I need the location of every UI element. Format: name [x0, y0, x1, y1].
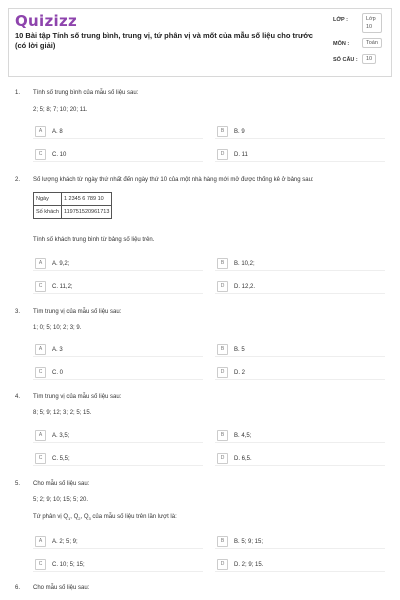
option-letter: A	[35, 344, 46, 355]
option-c[interactable]	[35, 453, 70, 464]
option-letter: B	[217, 344, 228, 355]
option-text: D. 12,2.	[234, 283, 256, 290]
option-d[interactable]	[217, 559, 263, 570]
option-text: B. 10,2;	[234, 260, 255, 267]
option-text: A. 3	[52, 346, 63, 353]
option-b[interactable]	[217, 258, 255, 269]
count-value: 10	[362, 54, 376, 64]
option-letter: A	[35, 430, 46, 441]
option-text: A. 9,2;	[52, 260, 70, 267]
option-text: B. 5	[234, 346, 245, 353]
option-a[interactable]	[35, 430, 69, 441]
option-d[interactable]	[217, 149, 248, 160]
option-text: A. 2; 5; 9;	[52, 538, 78, 545]
option-text: C. 0	[52, 369, 64, 376]
option-text: A. 8	[52, 128, 63, 135]
option-text: D. 6,5.	[234, 455, 252, 462]
question-data: 2; 5; 8; 7; 10; 20; 11.	[33, 107, 88, 113]
question-text: Tìm trung vị của mẫu số liệu sau:	[33, 394, 122, 400]
question-number: 2.	[15, 177, 21, 183]
table-cell-values: 119751520961713	[61, 206, 111, 219]
option-c[interactable]	[35, 559, 85, 570]
question-number: 6.	[15, 585, 21, 591]
question-text: Tứ phân vị $Q_1$, $Q_2$, $Q_3$ của mẫu số liệu trên lần lượt là:	[33, 514, 177, 522]
subject-label: MÔN :	[333, 41, 350, 47]
option-text: C. 11,2;	[52, 283, 73, 290]
option-letter: D	[217, 367, 228, 378]
class-value: Lớp 10	[362, 13, 382, 33]
question-data: 5; 2; 9; 10; 15; 5; 20.	[33, 497, 89, 503]
option-text: A. 3,5;	[52, 432, 70, 439]
option-text: B. 9	[234, 128, 245, 135]
class-label: LỚP :	[333, 17, 348, 23]
table-row	[34, 206, 112, 219]
option-c[interactable]	[35, 281, 73, 292]
option-letter: A	[35, 536, 46, 547]
option-letter: D	[217, 559, 228, 570]
quizizz-logo: Quizizz	[15, 12, 78, 30]
option-a[interactable]	[35, 344, 63, 355]
table-row	[34, 193, 112, 206]
option-b[interactable]	[217, 344, 245, 355]
option-letter: D	[217, 281, 228, 292]
option-d[interactable]	[217, 281, 255, 292]
option-text: B. 5; 9; 15;	[234, 538, 264, 545]
question-text: Tìm trung vị của mẫu số liệu sau:	[33, 309, 122, 315]
option-letter: B	[217, 126, 228, 137]
option-text: C. 10	[52, 151, 67, 158]
option-letter: C	[35, 453, 46, 464]
option-text: D. 2	[234, 369, 246, 376]
count-label: SỐ CÂU :	[333, 57, 358, 63]
option-letter: B	[217, 536, 228, 547]
question-text: Cho mẫu số liệu sau:	[33, 585, 90, 591]
option-letter: C	[35, 281, 46, 292]
question-data: 1; 0; 5; 10; 2; 3; 9.	[33, 325, 82, 331]
option-b[interactable]	[217, 430, 251, 441]
question-number: 4.	[15, 394, 21, 400]
option-letter: C	[35, 367, 46, 378]
option-text: C. 10; 5; 15;	[52, 561, 85, 568]
option-d[interactable]	[217, 367, 245, 378]
option-letter: D	[217, 149, 228, 160]
question-text: Tính số trung bình của mẫu số liệu sau:	[33, 90, 139, 96]
option-letter: A	[35, 258, 46, 269]
option-letter: A	[35, 126, 46, 137]
question-text: Cho mẫu số liệu sau:	[33, 481, 90, 487]
question-text: Số lượng khách từ ngày thứ nhất đến ngày thứ 10 của một nhà hàng mới mở được thống kê ở bảng sau:	[33, 177, 314, 183]
option-letter: B	[217, 430, 228, 441]
option-c[interactable]	[35, 149, 66, 160]
option-text: D. 2; 9; 15.	[234, 561, 264, 568]
option-letter: C	[35, 559, 46, 570]
option-text: D. 11	[234, 151, 248, 158]
table-cell-values: 1 2345 6 789 10	[61, 193, 111, 206]
question-number: 5.	[15, 481, 21, 487]
page-title: 10 Bài tập Tính số trung bình, trung vị, tứ phân vị và mốt của mẫu số liệu cho trước (có lời giải)	[15, 31, 313, 50]
question-number: 1.	[15, 90, 21, 96]
table-cell-label: Số khách	[34, 206, 62, 219]
option-letter: D	[217, 453, 228, 464]
question-number: 3.	[15, 309, 21, 315]
option-a[interactable]	[35, 126, 63, 137]
option-text: C. 5,5;	[52, 455, 70, 462]
subject-value: Toán	[362, 38, 382, 48]
option-b[interactable]	[217, 126, 245, 137]
question-data: 8; 5; 9; 12; 3; 2; 5; 15.	[33, 410, 92, 416]
option-d[interactable]	[217, 453, 252, 464]
option-a[interactable]	[35, 258, 69, 269]
table-cell-label: Ngày	[34, 193, 62, 206]
option-text: B. 4,5;	[234, 432, 252, 439]
option-letter: B	[217, 258, 228, 269]
data-table	[33, 192, 112, 219]
text-fragment: Tứ phân vị Q	[33, 514, 69, 520]
text-fragment: của mẫu số liệu trên lần lượt là:	[90, 514, 177, 520]
option-b[interactable]	[217, 536, 263, 547]
option-letter: C	[35, 149, 46, 160]
option-c[interactable]	[35, 367, 63, 378]
question-text: Tính số khách trung bình từ bảng số liệu trên.	[33, 237, 155, 243]
option-a[interactable]	[35, 536, 78, 547]
